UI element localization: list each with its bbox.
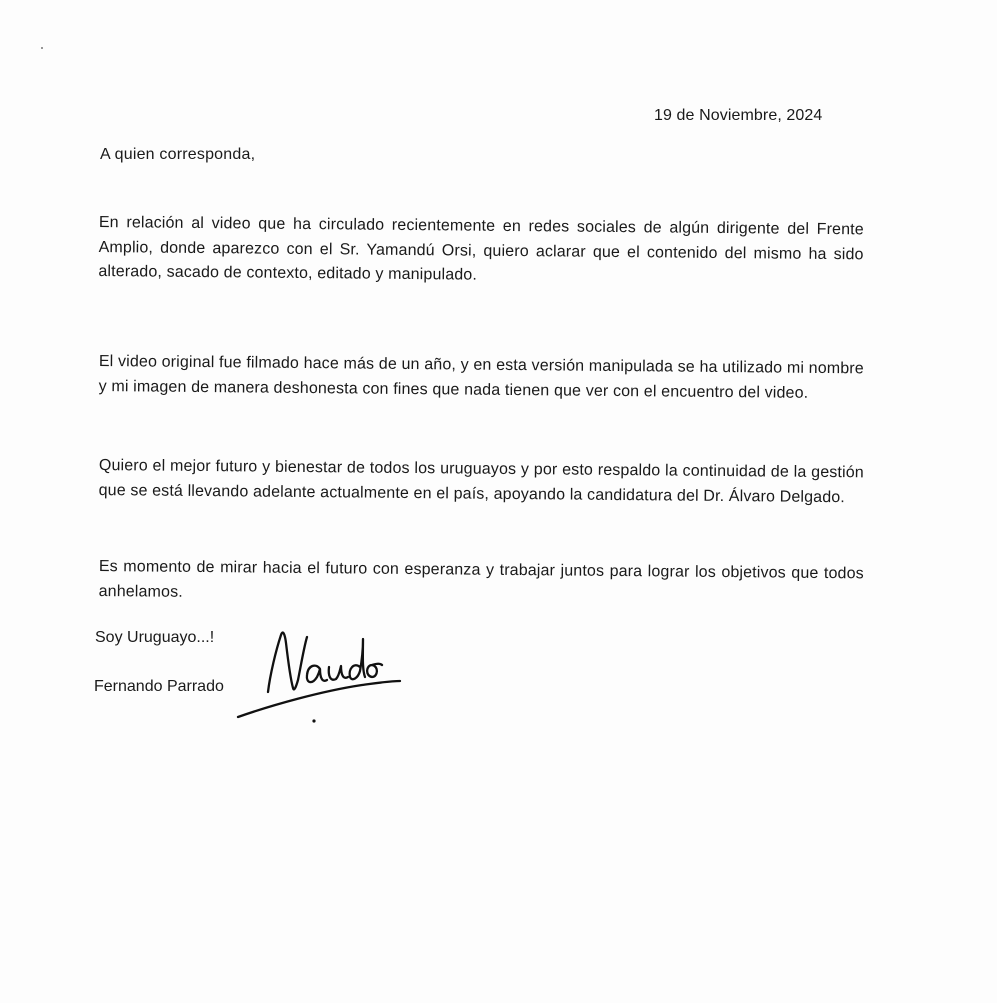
paragraph-1: En relación al video que ha circulado recientemente en redes sociales de algún dirigente del Frente Amplio, donde aparezco con el Sr. Yamandú Orsi, quiero aclarar que el contenido del mismo ha sido alterado, sacado de contexto, editado y manipulado.: [98, 213, 864, 284]
paragraph-2: El video original fue filmado hace más de un año, y en esta versión manipulada se ha utilizado mi nombre y mi imagen de manera deshonesta con fines que nada tienen que ver con el encuentro del video.: [98, 352, 864, 402]
scan-speck: [41, 47, 43, 49]
handwritten-signature: [232, 625, 407, 735]
letter-closing: Soy Uruguayo...!: [95, 629, 215, 646]
paragraph-3: Quiero el mejor futuro y bienestar de todos los uruguayos y por esto respaldo la continuidad de la gestión que se está llevando adelante actualmente en el país, apoyando la candidatura del Dr. Álvaro Delgado.: [98, 456, 864, 506]
signer-name: Fernando Parrado: [94, 678, 224, 695]
letter-date: 19 de Noviembre, 2024: [654, 107, 823, 124]
paragraph-4: Es momento de mirar hacia el futuro con esperanza y trabajar juntos para lograr los objetivos que todos anhelamos.: [98, 557, 864, 601]
letter-greeting: A quien corresponda,: [100, 146, 256, 163]
